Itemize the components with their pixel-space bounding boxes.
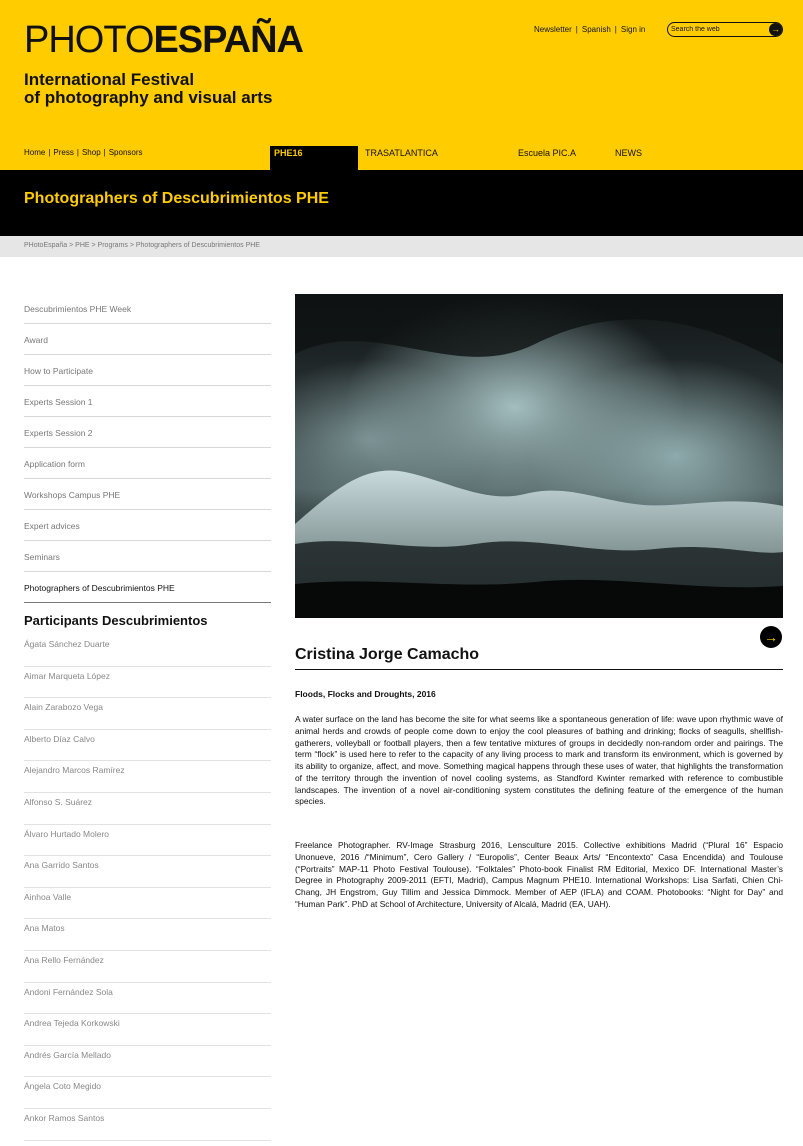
sidebar-item-experts-session-2[interactable]: Experts Session 2 xyxy=(24,417,271,448)
landscape-photo xyxy=(295,294,783,618)
separator: | xyxy=(575,25,578,34)
spanish-link[interactable]: Spanish xyxy=(581,25,611,34)
logo-bold: ESPAÑA xyxy=(153,19,303,61)
participant-link[interactable]: Alejandro Marcos Ramírez xyxy=(24,761,271,793)
tab-escuela-pica[interactable]: Escuela PIC.A xyxy=(518,148,577,158)
participant-link[interactable]: Andrea Tejeda Korkowski xyxy=(24,1014,271,1046)
participant-link[interactable]: Ainhoa Valle xyxy=(24,888,271,920)
tab-news[interactable]: NEWS xyxy=(615,148,642,158)
main-content xyxy=(295,294,783,909)
participant-link[interactable]: Alain Zarabozo Vega xyxy=(24,698,271,730)
search-input[interactable] xyxy=(671,24,761,35)
separator: | xyxy=(103,148,106,157)
search-go-icon[interactable]: → xyxy=(771,24,780,34)
site-logo[interactable] xyxy=(24,20,303,60)
work-title: Floods, Flocks and Droughts, 2016 xyxy=(295,689,436,699)
participant-link[interactable]: Ankor Ramos Santos xyxy=(24,1109,271,1141)
photographer-bio: Freelance Photographer. RV-Image Strasburg 2016, Lensculture 2015. Collective exhibitions Madrid (“Plural 16” Espacio Unonueve, 2016 /“Minimum”, Cero Gallery / “Europolis”, Center Beaux Arts/ “Encontexto” Casa Encendida) and Toulouse (“Portraits” MAP-11 Photo Festival Toulouse). “Folktales” Photo-book Finalist RM Editorial, Mexico DF. International Master’s Degree in Photography 2009-2011 (EFTI, Madrid), Campus Magnum PHE10. International Workshops: Lisa Sarfati, Chien Chi-Chang, JH Engstrom, Guy Tillim and Jessica Dimmock. Member of AEP (IFLA) and COAM. Photobooks: “Night for Day” and “Human Park”. PhD at School of Architecture, University of Alcalá, Madrid (EA, UAH). xyxy=(295,840,783,909)
breadcrumb-text[interactable]: PHotoEspaña > PHE > Programs > Photographers of Descubrimientos PHE xyxy=(24,242,260,249)
participant-link[interactable]: Alberto Díaz Calvo xyxy=(24,730,271,762)
participant-link[interactable]: Ágata Sánchez Duarte xyxy=(24,635,271,667)
sidebar xyxy=(24,293,271,1141)
nav-sponsors[interactable]: Sponsors xyxy=(108,148,143,157)
sidebar-item-experts-session-1[interactable]: Experts Session 1 xyxy=(24,386,271,417)
sidebar-item-application-form[interactable]: Application form xyxy=(24,448,271,479)
nav-home[interactable]: Home xyxy=(24,148,46,157)
participant-link[interactable]: Andoni Fernández Sola xyxy=(24,983,271,1015)
tab-phe16[interactable]: PHE16 xyxy=(270,146,358,170)
breadcrumb xyxy=(0,236,803,257)
participant-link[interactable]: Andrés García Mellado xyxy=(24,1046,271,1078)
sidebar-item-expert-advices[interactable]: Expert advices xyxy=(24,510,271,541)
header xyxy=(0,0,803,170)
page-title: Photographers of Descubrimientos PHE xyxy=(24,190,329,207)
participant-link[interactable]: Álvaro Hurtado Molero xyxy=(24,825,271,857)
top-links xyxy=(534,25,645,34)
logo-light: PHOTO xyxy=(24,19,154,61)
sidebar-item-workshops-campus[interactable]: Workshops Campus PHE xyxy=(24,479,271,510)
nav-press[interactable]: Press xyxy=(53,148,74,157)
tagline-line-2: of photography and visual arts xyxy=(24,88,273,107)
title-bar xyxy=(0,170,803,236)
separator: | xyxy=(614,25,617,34)
site-tagline xyxy=(24,71,272,107)
sidebar-item-seminars[interactable]: Seminars xyxy=(24,541,271,572)
tagline-line-1: International Festival xyxy=(24,70,195,89)
participant-link[interactable]: Ana Matos xyxy=(24,919,271,951)
participant-link[interactable]: Ana Garrido Santos xyxy=(24,856,271,888)
sidebar-item-photographers[interactable]: Photographers of Descubrimientos PHE xyxy=(24,572,271,603)
separator: | xyxy=(76,148,79,157)
participant-link[interactable]: Ana Rello Fernández xyxy=(24,951,271,983)
sidebar-item-award[interactable]: Award xyxy=(24,324,271,355)
main-nav xyxy=(270,146,803,170)
separator: | xyxy=(48,148,51,157)
search-box xyxy=(667,22,783,37)
sidebar-item-descubrimientos-week[interactable]: Descubrimientos PHE Week xyxy=(24,293,271,324)
tab-trasatlantica[interactable]: TRASATLANTICA xyxy=(365,148,438,158)
sign-in-link[interactable]: Sign in xyxy=(620,25,646,34)
newsletter-link[interactable]: Newsletter xyxy=(534,25,572,34)
participants-heading: Participants Descubrimientos xyxy=(24,613,208,628)
participant-link[interactable]: Aimar Marqueta López xyxy=(24,667,271,699)
next-arrow-icon[interactable]: → xyxy=(760,626,782,648)
nav-shop[interactable]: Shop xyxy=(81,148,101,157)
utility-nav xyxy=(24,148,143,157)
project-description: A water surface on the land has become the site for what seems like a spontaneous generation of life: wave upon rhythmic wave of animal herds and crowds of people come down to enjoy the cool pleasures of bathing and drinking; flocks of seagulls, shellfish-gatherers, volleyball or football players, then a few tentative mixtures of groups in decidedly non-random order and pairings. The term “flock” is used here to refer to the capacity of any living process to mark and transform its environment, which is governed by its ability to organize, affect, and move. Something magical happens through these uses of water, that highlights the transformation of the territory through the invention of novel cooling systems, as Standford Kwinter remarked with reference to combustible landscapes. The invention of a novel air-conditioning system constitutes the defining feature of the emergence of the human species. xyxy=(295,714,783,807)
participant-link[interactable]: Alfonso S. Suárez xyxy=(24,793,271,825)
sidebar-item-how-to-participate[interactable]: How to Participate xyxy=(24,355,271,386)
photographer-name: Cristina Jorge Camacho xyxy=(295,646,783,670)
participant-link[interactable]: Ángela Coto Megido xyxy=(24,1077,271,1109)
